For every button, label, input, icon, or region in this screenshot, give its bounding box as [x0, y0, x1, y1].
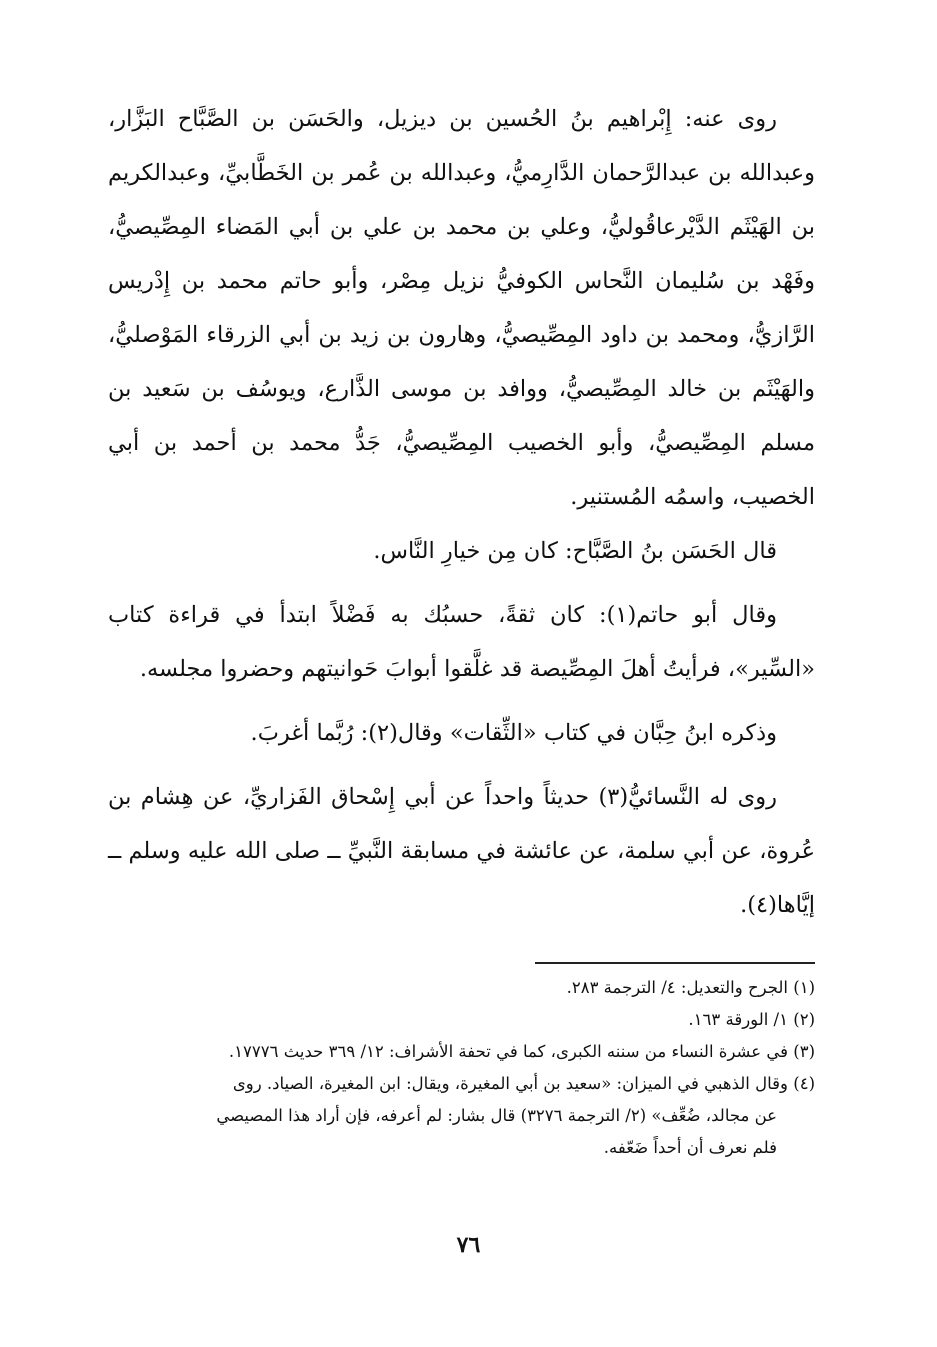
- paragraph-nasai: روى له النَّسائيُّ(٣) حديثاً واحداً عن أبي إِسْحاق الفَزاريِّ، عن هِشام بن عُروة، عن أبي سلمة، عن عائشة في مسابقة النَّبيِّ ــ صلى الله عليه وسلم ــ إيَّاها(٤).: [108, 784, 815, 918]
- footnote-4-line-2: عن مجالد، ضُعِّف» (٢/ الترجمة ٣٢٧٦) قال بشار: لم أعرفه، فإن أراد هذا المصيصي: [216, 1106, 777, 1125]
- footnote-4-line-3: فلم نعرف أن أحداً ضَعّفه.: [603, 1138, 777, 1157]
- footnote-2: (٢) ١/ الورقة ١٦٣.: [688, 1010, 815, 1029]
- main-text: [108, 92, 815, 932]
- footnote-4-line-1: (٤) وقال الذهبي في الميزان: «سعيد بن أبي المغيرة، ويقال: ابن المغيرة، الصياد. روى: [232, 1074, 815, 1093]
- paragraph-hasan-quote: قال الحَسَن بنُ الصَّبَّاح: كان مِن خيارِ النَّاس.: [373, 538, 777, 564]
- paragraph-abu-hatim-quote: وقال أبو حاتم(١): كان ثقةً، حسبُك به فَضْلاً ابتدأ في قراءة كتاب «السِّير»، فرأيتُ أهلَ المِصِّيصة قد غلَّقوا أبوابَ حَوانيتهم وحضروا مجلسه.: [108, 602, 815, 682]
- footnote-3: (٣) في عشرة النساء من سننه الكبرى، كما في تحفة الأشراف: ١٢/ ٣٦٩ حديث ١٧٧٧٦.: [228, 1042, 815, 1061]
- paragraph-ibn-hibban: وذكره ابنُ حِبَّان في كتاب «الثِّقات» وقال(٢): رُبَّما أغربَ.: [250, 720, 777, 746]
- footnotes: [108, 972, 815, 1164]
- footnote-separator: [535, 962, 815, 964]
- page-number: ٧٦: [456, 1232, 481, 1258]
- paragraph-narrators: روى عنه: إِبْراهيم بنُ الحُسين بن ديزيل، والحَسَن بن الصَّبَّاح البَزَّار، وعبدالله بن عبدالرَّحمان الدَّارِميُّ، وعبدالله بن عُمر بن الخَطَّابيِّ، وعبدالكريم بن الهَيْثَم الدَّيْرعاقُوليُّ، وعلي بن محمد بن علي بن أبي المَضاء المِصِّيصيُّ، وفَهْد بن سُليمان النَّحاس الكوفيُّ نزيل مِصْر، وأبو حاتم محمد بن إِدْريس الرَّازيُّ، ومحمد بن داود المِصِّيصيُّ، وهارون بن زيد بن أبي الزرقاء المَوْصليُّ، والهَيْثَم بن خالد المِصِّيصيُّ، ووافد بن موسى الذَّارع، ويوسُف بن سَعيد بن مسلم المِصِّيصيُّ، وأبو الخصيب المِصِّيصيُّ، جَدُّ محمد بن أحمد بن أبي الخصيب، واسمُه المُستنير.: [108, 106, 815, 510]
- footnote-1: (١) الجرح والتعديل: ٤/ الترجمة ٢٨٣.: [566, 978, 815, 997]
